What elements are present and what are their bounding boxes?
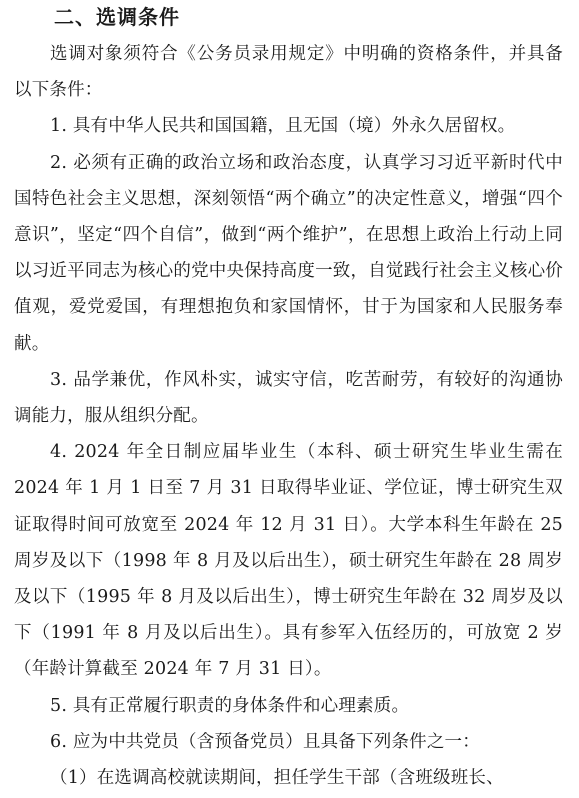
condition-2-political: 2. 必须有正确的政治立场和政治态度，认真学习习近平新时代中国特色社会主义思想，深刻领悟“两个确立”的决定性意义，增强“四个意识”，坚定“四个自信”，做到“两个维护”，在思想上政治上行动上同以习近平同志为核心的党中央保持高度一致，自觉践行社会主义核心价值观，爱党爱国，有理想抱负和家国情怀，甘于为国家和人民服务奉献。 — [14, 152, 563, 354]
intro-paragraph: 选调对象须符合《公务员录用规定》中明确的资格条件，并具备以下条件： — [14, 44, 563, 101]
section-title: 二、选调条件 — [54, 5, 180, 29]
condition-5-health: 5. 具有正常履行职责的身体条件和心理素质。 — [50, 695, 410, 716]
condition-3-character: 3. 品学兼优，作风朴实，诚实守信，吃苦耐劳，有较好的沟通协调能力，服从组织分配。 — [14, 369, 563, 427]
condition-4-graduate-age: 4. 2024 年全日制应届毕业生（本科、硕士研究生毕业生需在 2024 年 1 月 1 日至 7 月 31 日取得毕业证、学位证，博士研究生双证取得时间可放宽至 2024 年 12 月 31 日）。大学本科生年龄在 25 周岁及以下（1998 年 8 月及以后出生），硕士研究生年龄在 28 周岁及以下（1995 年 8 月及以后出生），博士研究生年龄在 32 周岁及以下（1991 年 8 月及以后出生）。具有参军入伍经历的，可放宽 2 岁（年龄计算截至 2024 年 7 月 31 日）。 — [14, 442, 563, 680]
document-body — [14, 36, 563, 796]
condition-6-party-member: 6. 应为中共党员（含预备党员）且具备下列条件之一： — [50, 731, 480, 752]
condition-1-nationality: 1. 具有中华人民共和国国籍，且无国（境）外永久居留权。 — [50, 116, 516, 137]
condition-6-sub-1: （1）在选调高校就读期间，担任学生干部（含班级班长、 — [50, 768, 504, 789]
